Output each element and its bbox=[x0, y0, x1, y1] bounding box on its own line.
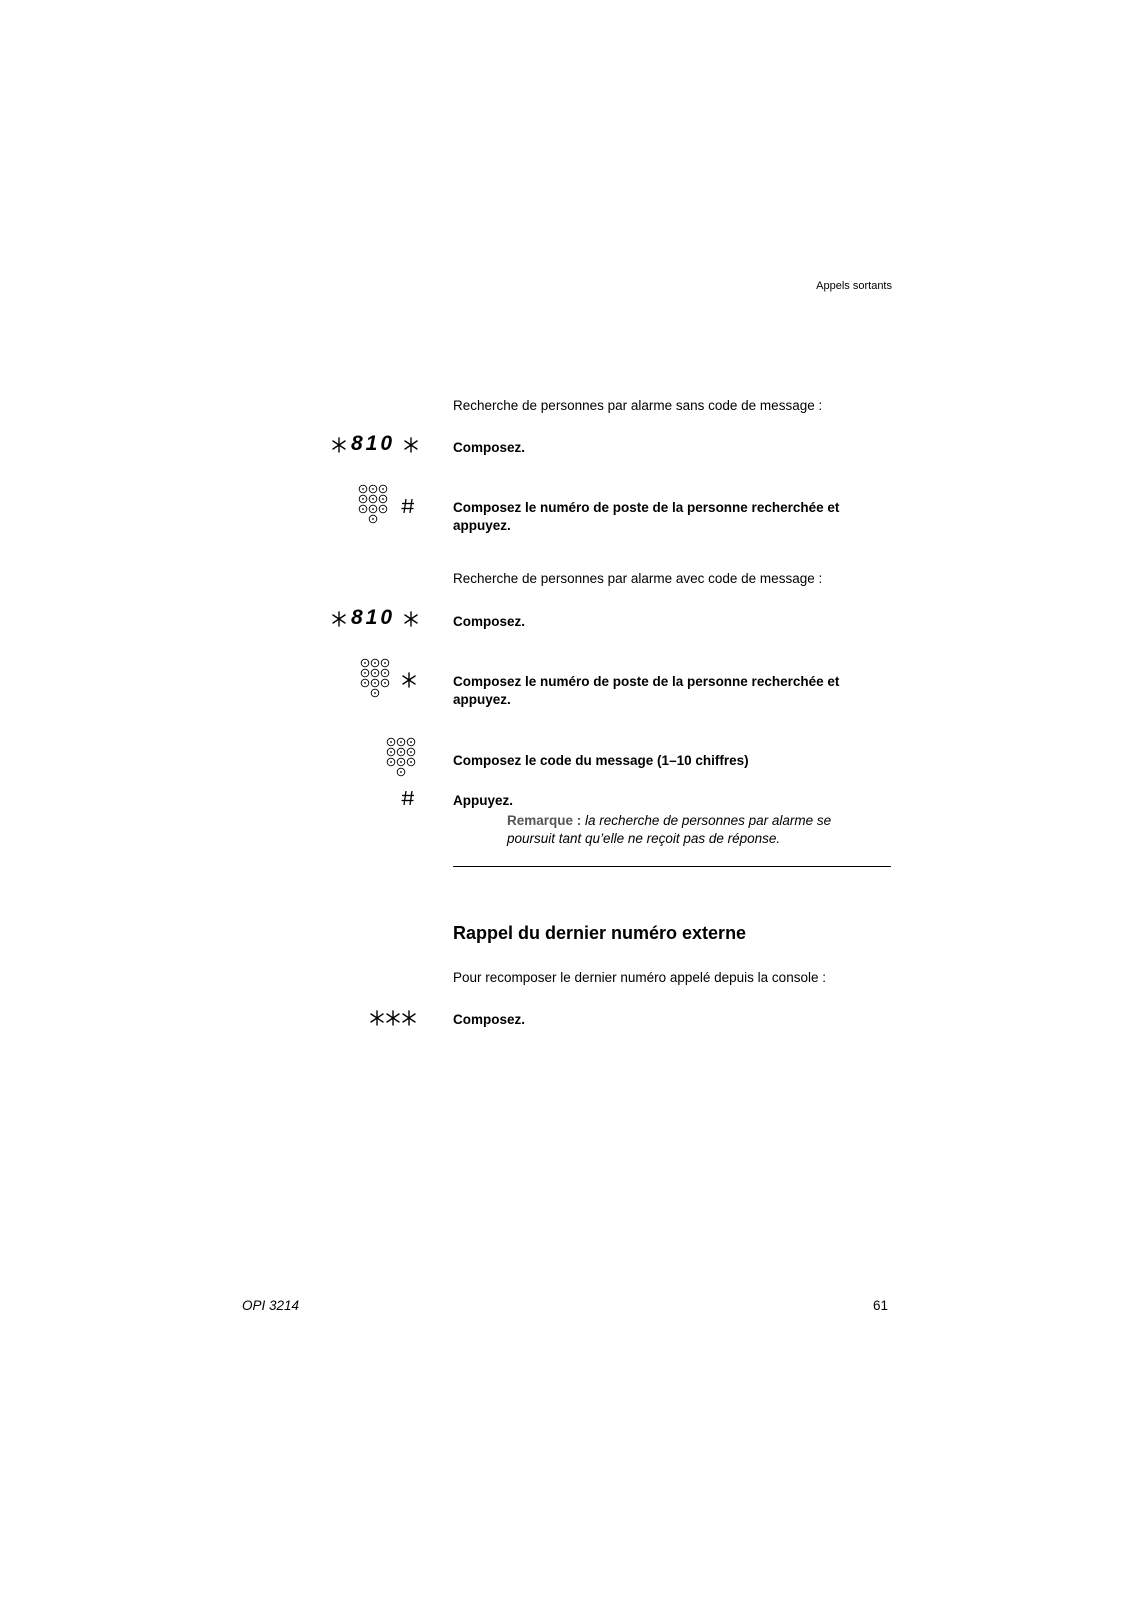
code-sequence-1 bbox=[331, 432, 421, 462]
note-text: la recherche de personnes par alarme se poursuit tant qu’elle ne reçoit pas de réponse. bbox=[507, 813, 832, 846]
keypad-icon bbox=[360, 658, 392, 700]
star-key-icon bbox=[331, 437, 347, 453]
code-sequence-2 bbox=[331, 606, 421, 636]
intro-with-code: Recherche de personnes par alarme avec code de message : bbox=[453, 571, 823, 586]
code-digits: 810 bbox=[351, 432, 396, 455]
hash-key-icon bbox=[401, 790, 415, 806]
star-key-icon bbox=[331, 611, 347, 627]
step-press-hash: Appuyez. bbox=[453, 793, 514, 808]
hash-key-icon bbox=[401, 498, 415, 514]
star-key-icon bbox=[401, 672, 417, 688]
page-number: 61 bbox=[873, 1298, 889, 1313]
document-name: OPI 3214 bbox=[242, 1298, 300, 1313]
step-compose-2: Composez. bbox=[453, 614, 526, 629]
star-key-icon bbox=[385, 1010, 401, 1026]
star-key-icon bbox=[401, 1010, 417, 1026]
keypad-icon bbox=[358, 484, 390, 526]
code-digits: 810 bbox=[351, 606, 396, 629]
star-key-icon bbox=[403, 611, 419, 627]
keypad-icon bbox=[386, 737, 418, 779]
running-header: Appels sortants bbox=[816, 280, 892, 292]
note bbox=[507, 812, 877, 848]
intro-redial: Pour recomposer le dernier numéro appelé depuis la console : bbox=[453, 970, 826, 985]
note-label: Remarque : bbox=[507, 813, 582, 828]
triple-star-sequence bbox=[369, 1010, 421, 1028]
star-key-icon bbox=[369, 1010, 385, 1026]
step-dial-extension-2: Composez le numéro de poste de la personne recherchée et appuyez. bbox=[453, 674, 840, 707]
section-divider bbox=[453, 866, 891, 867]
step-compose-redial: Composez. bbox=[453, 1012, 526, 1027]
step-compose-1: Composez. bbox=[453, 440, 526, 455]
intro-without-code: Recherche de personnes par alarme sans code de message : bbox=[453, 398, 823, 413]
step-dial-extension-1: Composez le numéro de poste de la personne recherchée et appuyez. bbox=[453, 500, 840, 533]
star-key-icon bbox=[403, 437, 419, 453]
step-dial-message-code: Composez le code du message (1–10 chiffres) bbox=[453, 753, 749, 768]
section-heading: Rappel du dernier numéro externe bbox=[453, 923, 747, 943]
